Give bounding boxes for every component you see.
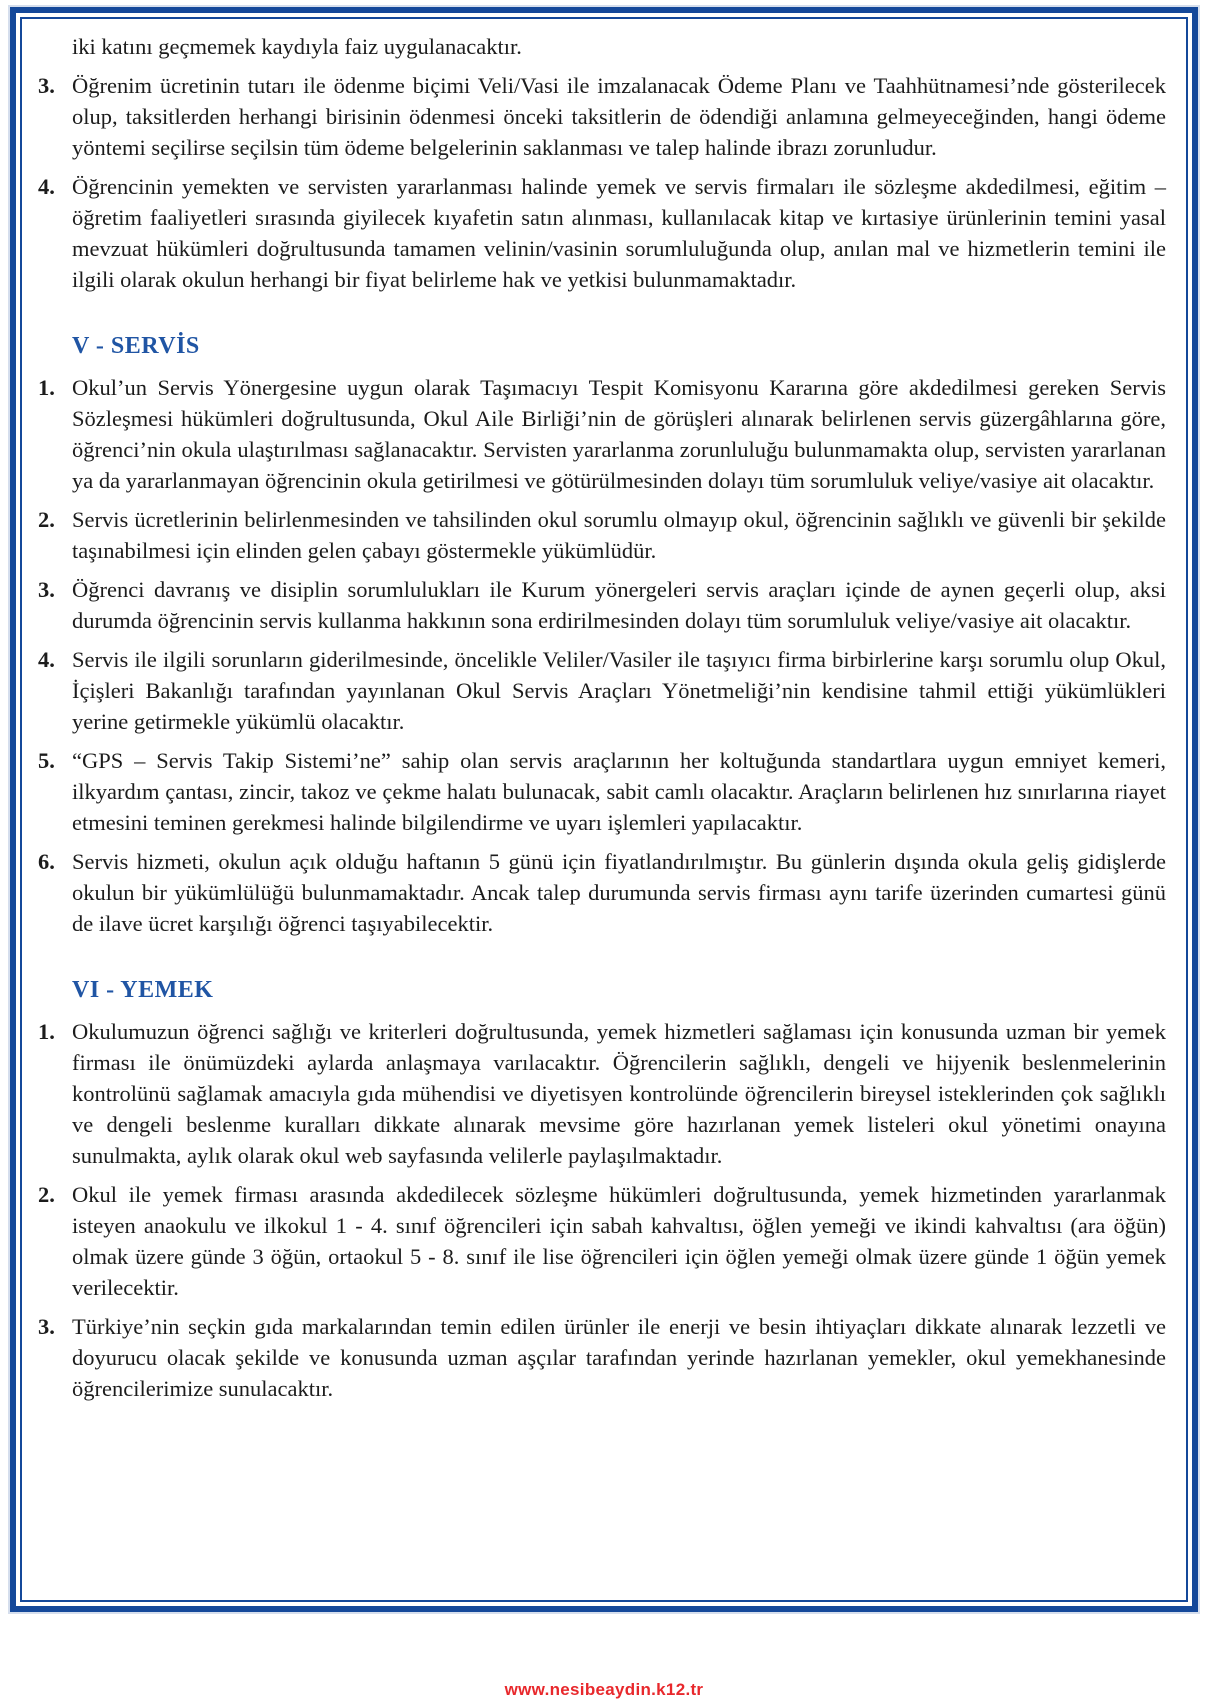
item-number: 4. xyxy=(38,647,55,672)
list-item xyxy=(38,171,1166,295)
page-border-inner xyxy=(20,17,1188,1602)
item-text: Okul ile yemek firması arasında akdedilecek sözleşme hükümleri doğrultusunda, yemek hizmetinden yararlanmak isteyen anaokulu ve ilkokul 1 - 4. sınıf öğrencileri için sabah kahvaltısı, öğlen yemeği ve ikindi kahvaltısı (ara öğün) olmak üzere günde 3 öğün, ortaokul 5 - 8. sınıf ile lise öğrencileri için öğlen yemeği olmak üzere günde 1 öğün yemek verilecektir. xyxy=(72,1182,1166,1300)
list-item xyxy=(38,846,1166,939)
list-item xyxy=(38,372,1166,496)
footer-url: www.nesibeaydin.k12.tr xyxy=(504,1680,704,1699)
list-item xyxy=(38,70,1166,163)
continuation-text: iki katını geçmemek kaydıyla faiz uygulanacaktır. xyxy=(72,34,522,59)
item-text: Öğrencinin yemekten ve servisten yararlanması halinde yemek ve servis firmaları ile sözleşme akdedilmesi, eğitim – öğretim faaliyetleri sırasında giyilecek kıyafetin satın alınması, kullanılacak kitap ve kırtasiye ürünlerinin temini yasal mevzuat hükümleri doğrultusunda tamamen velinin/vasinin sorumluluğunda olup, anılan mal ve hizmetlerin temini ile ilgili olarak okulun herhangi bir fiyat belirleme hak ve yetkisi bulunmamaktadır. xyxy=(72,174,1166,292)
section-heading-yemek: VI - YEMEK xyxy=(72,977,214,1003)
item-number: 6. xyxy=(38,849,55,874)
item-text: Türkiye’nin seçkin gıda markalarından temin edilen ürünler ile enerji ve besin ihtiyaçları dikkate alınarak lezzetli ve doyurucu olacak şekilde ve konusunda uzman aşçılar tarafından yerinde hazırlanan yemekler, okul yemekhanesinde öğrencilerimize sunulacaktır. xyxy=(72,1314,1166,1401)
item-number: 5. xyxy=(38,748,55,773)
item-number: 1. xyxy=(38,1019,55,1044)
item-text: Öğrenci davranış ve disiplin sorumlulukları ile Kurum yönergeleri servis araçları içinde de aynen geçerli olup, aksi durumda öğrencinin servis kullanma hakkının sona erdirilmesinden dolayı tüm sorumluluk veliye/vasiye ait olacaktır. xyxy=(72,577,1166,633)
item-number: 1. xyxy=(38,375,55,400)
item-number: 3. xyxy=(38,1314,55,1339)
item-number: 2. xyxy=(38,1182,55,1207)
item-number: 2. xyxy=(38,507,55,532)
list-item xyxy=(38,574,1166,636)
item-text: Öğrenim ücretinin tutarı ile ödenme biçimi Veli/Vasi ile imzalanacak Ödeme Planı ve Taahhütnamesi’nde gösterilecek olup, taksitlerden herhangi birisinin ödenmesi önceki taksitlerin de ödendiği anlamına gelmeyeceğinden, hangi ödeme yöntemi seçilirse seçilsin tüm ödeme belgelerinin saklanması ve talep halinde ibrazı zorunludur. xyxy=(72,73,1166,160)
item-number: 3. xyxy=(38,73,55,98)
document-content xyxy=(24,21,1184,1598)
section-heading-servis: V - SERVİS xyxy=(72,333,200,359)
list-item xyxy=(38,745,1166,838)
item-text: Servis ile ilgili sorunların giderilmesinde, öncelikle Veliler/Vasiler ile taşıyıcı firma birbirlerine karşı sorumlu olup Okul, İçişleri Bakanlığı tarafından yayınlanan Okul Servis Araçları Yönetmeliği’nin kendisine tahmil ettiği yükümlükleri yerine getirmekle yükümlü olacaktır. xyxy=(72,647,1166,734)
item-text: Servis hizmeti, okulun açık olduğu haftanın 5 günü için fiyatlandırılmıştır. Bu günlerin dışında okula geliş gidişlerde okulun bir yükümlülüğü bulunmamaktadır. Ancak talep durumunda servis firması aynı tarife üzerinden cumartesi günü de ilave ücret karşılığı öğrenci taşıyabilecektir. xyxy=(72,849,1166,936)
list-item xyxy=(38,644,1166,737)
list-item xyxy=(38,1016,1166,1171)
page-border-outer xyxy=(10,7,1198,1612)
item-text: Okul’un Servis Yönergesine uygun olarak Taşımacıyı Tespit Komisyonu Kararına göre akdedilmesi gereken Servis Sözleşmesi hükümleri doğrultusunda, Okul Aile Birliği’nin de görüşleri alınarak belirlenen servis güzergâhlarına göre, öğrenci’nin okula ulaştırılması sağlanacaktır. Servisten yararlanma zorunluluğu bulunmamakta olup, servisten yararlanan ya da yararlanmayan öğrencinin okula getirilmesi ve götürülmesinden dolayı tüm sorumluluk veliye/vasiye ait olacaktır. xyxy=(72,375,1166,493)
item-number: 3. xyxy=(38,577,55,602)
item-text: “GPS – Servis Takip Sistemi’ne” sahip olan servis araçlarının her koltuğunda standartlara uygun emniyet kemeri, ilkyardım çantası, zincir, takoz ve çekme halatı bulunacak, sabit camlı olacaktır. Araçların belirlenen hız sınırlarına riayet etmesini teminen gerekmesi halinde bilgilendirme ve uyarı işlemleri yapılacaktır. xyxy=(72,748,1166,835)
list-item xyxy=(38,1311,1166,1404)
list-item xyxy=(38,1179,1166,1303)
item-number: 4. xyxy=(38,174,55,199)
item-text: Servis ücretlerinin belirlenmesinden ve tahsilinden okul sorumlu olmayıp okul, öğrencinin sağlıklı ve güvenli bir şekilde taşınabilmesi için elinden gelen çabayı göstermekle yükümlüdür. xyxy=(72,507,1166,563)
item-text: Okulumuzun öğrenci sağlığı ve kriterleri doğrultusunda, yemek hizmetleri sağlaması için konusunda uzman bir yemek firması ile önümüzdeki aylarda anlaşmaya varılacaktır. Öğrencilerin sağlıklı, dengeli ve hijyenik beslenmelerinin kontrolünü sağlamak amacıyla gıda mühendisi ve diyetisyen kontrolünde öğrencilerin bireysel isteklerinden çok sağlıklı ve dengeli beslenme kuralları dikkate alınarak mevsime göre hazırlanan yemek listeleri okul yönetimi onayına sunulmakta, aylık olarak okul web sayfasında velilerle paylaşılmaktadır. xyxy=(72,1019,1166,1168)
list-item xyxy=(38,504,1166,566)
